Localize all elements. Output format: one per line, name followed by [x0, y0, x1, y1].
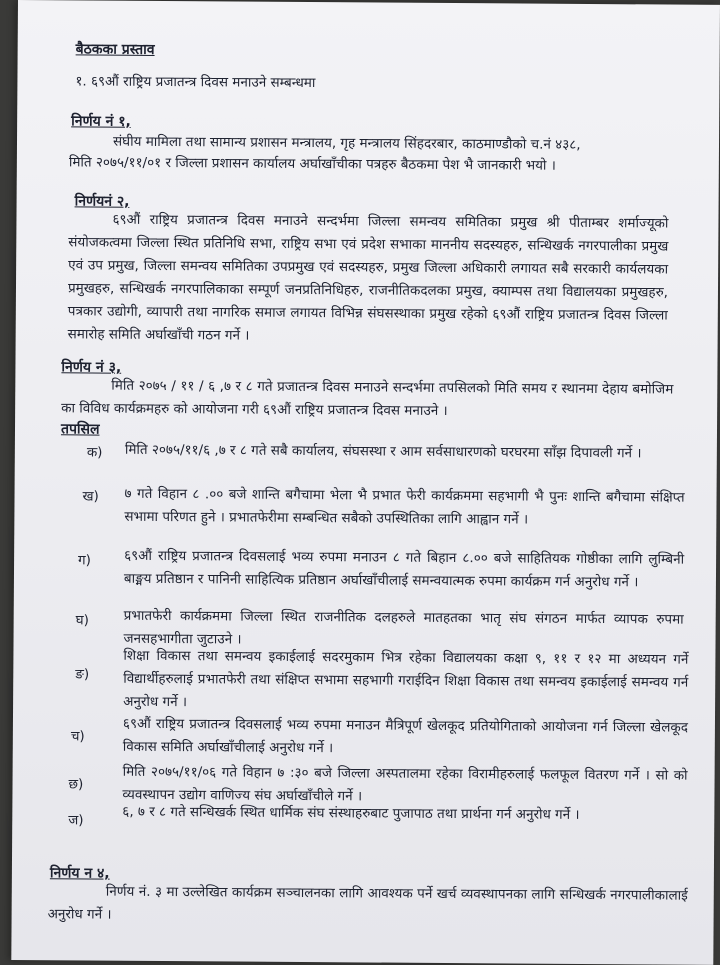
- decision-1-line-1: संघीय मामिला तथा सामान्य प्रशासन मन्त्रालय, गृह मन्त्रालय सिंहदरबार, काठमाण्डौको च.नं ४३८,: [112, 133, 581, 153]
- item-label: ख): [82, 488, 99, 505]
- list-item: ६९औं राष्ट्रिय प्रजातन्त्र दिवसलाई भव्य रुपमा मनाउन ८ गते बिहान ८.०० बजे साहितियक गोष्ठीका लागि लुम्बिनी बाङ्मय प्रतिष्ठान र पानिनी साहित्यिक प्रतिष्ठान अर्घाखाँचीलाई समन्वयात्मक रुपमा कार्यक्रम गर्न अनुरोध गर्ने ।: [123, 547, 685, 591]
- decision-2-title: निर्णयनं २,: [74, 193, 130, 210]
- decision-4-title: निर्णय न ४,: [49, 865, 110, 882]
- list-item: ७ गते विहान ८ .०० बजे शान्ति बगैचामा भेला भै प्रभात फेरी कार्यक्रममा सहभागी भै पुनः शान्ति बगैचामा संक्षिप्त सभामा परिणत हुने । प्रभातफेरीमा सम्बन्धित सबैको उपस्थितिका लागि आह्वान गर्ने ।: [124, 485, 685, 528]
- list-item: प्रभातफेरी कार्यक्रममा जिल्ला स्थित राजनीतिक दलहरुले मातहतका भातृ संघ संगठन मार्फत व्यापक रुपमा जनसहभागीता जुटाउने ।: [123, 607, 684, 648]
- list-item: ६९औं राष्ट्रिय प्रजातन्त्र दिवसलाई भव्य रुपमा मनाउन मैत्रिपूर्ण खेलकूद प्रतियोगिताको आयोजना गर्न जिल्ला खेलकूद विकास समिति अर्घाखाँचीलाई अनुरोध गर्ने ।: [122, 715, 688, 757]
- list-item: मिति २०७५/११/०६ गते विहान ७ :३० बजे जिल्ला अस्पतालमा रहेका विरामीहरुलाई फलफूल वितरण गर्ने । सो को व्यवस्थापन उद्योग वाणिज्य संघ अर्घाखाँचीले गर्ने ।: [122, 763, 688, 805]
- item-label: घ): [75, 612, 89, 629]
- item-label: ग): [78, 552, 92, 569]
- item-label: क): [86, 444, 103, 461]
- document-heading: बैठकका प्रस्ताव: [75, 41, 155, 58]
- item-label: ज): [68, 812, 84, 829]
- decision-1-line-2: मिति २०७५/११/०१ र जिल्ला प्रशासन कार्यालय अर्घाखाँचीका पत्रहरु बैठकमा पेश भै जानकारी भयो ।: [68, 154, 556, 174]
- decision-1-title: निर्णय नं १,: [71, 113, 131, 130]
- list-item: मिति २०७५/११/६ ,७ र ८ गते सबै कार्यालय, संघसस्था र आम सर्वसाधारणको घरघरमा साँझ दिपावली गर्ने ।: [124, 441, 642, 462]
- list-item: ६, ७ र ८ गते सन्धिखर्क स्थित धार्मिक संघ संस्थाहरुबाट पुजापाठ तथा प्रार्थना गर्न अनुरोध गर्ने ।: [122, 803, 580, 823]
- item-label: छ): [68, 776, 84, 793]
- tapasil-heading: तपसिल: [60, 421, 100, 438]
- decision-4-text: निर्णय नं. ३ मा उल्लेखित कार्यक्रम सञ्चालनका लागि आवश्यक पर्ने खर्च व्यवस्थापनका लागि सन्धिखर्क नगरपालीकालाई अनुरोध गर्ने ।: [47, 883, 688, 923]
- document-page: [11, 0, 720, 965]
- list-item: शिक्षा विकास तथा समन्वय इकाईलाई सदरमुकाम भित्र रहेका विद्यालयका कक्षा ९, ११ र १२ मा अध्ययन गर्ने विद्यार्थीहरुलाई प्रभातफेरी तथा संक्षिप्त सभामा सहभागी गराईदिन शिक्षा विकास तथा समन्वय इकाईलाई समन्वय गर्न अनुरोध गर्ने ।: [123, 647, 689, 711]
- item-label: च): [70, 728, 85, 745]
- decision-3-title: निर्णय नं ३,: [61, 359, 122, 376]
- decision-3-text: मिति २०७५ / ११ / ६ ,७ र ८ गते प्रजातन्त्र दिवस मनाउने सन्दर्भमा तपसिलको मिति समय र स्थानमा देहाय बमोजिम का विविध कार्यक्रमहरु को आयोजना गरी ६९औं राष्ट्रिय प्रजातन्त्र दिवस मनाउने ।: [61, 377, 674, 420]
- item-label: ङ): [75, 666, 90, 683]
- decision-2-text: ६९औं राष्ट्रिय प्रजातन्त्र दिवस मनाउने सन्दर्भमा जिल्ला समन्वय समितिका प्रमुख श्री पीताम्बर शर्माज्यूको संयोजकत्वमा जिल्ला स्थित प्रतिनिधि सभा, राष्ट्रिय सभा एवं प्रदेश सभाका माननीय सदस्यहरु, सन्धिखर्क नगरपालीका प्रमुख एवं उप प्रमुख, जिल्ला समन्वय समितिका उपप्रमुख एवं सदस्यहरु, प्रमुख जिल्ला अधिकारी लगायत सबै सरकारी कार्यलयका प्रमुखहरु, सन्धिखर्क नगरपालिकाका सम्पूर्ण जनप्रतिनिधिहरु, राजनीतिकदलका प्रमुख, क्याम्पस तथा विद्यालयका प्रमुखहरु, पत्रकार उद्योगी, व्यापारी तथा नागरिक समाज लगायत विभिन्न संघसस्थाका प्रमुख रहेको ६९औं राष्ट्रिय प्रजातन्त्र दिवस जिल्ला समारोह समिति अर्घाखाँची गठन गर्ने ।: [67, 211, 669, 344]
- proposal-title: १. ६९औं राष्ट्रिय प्रजातन्त्र दिवस मनाउने सम्बन्धमा: [75, 73, 316, 92]
